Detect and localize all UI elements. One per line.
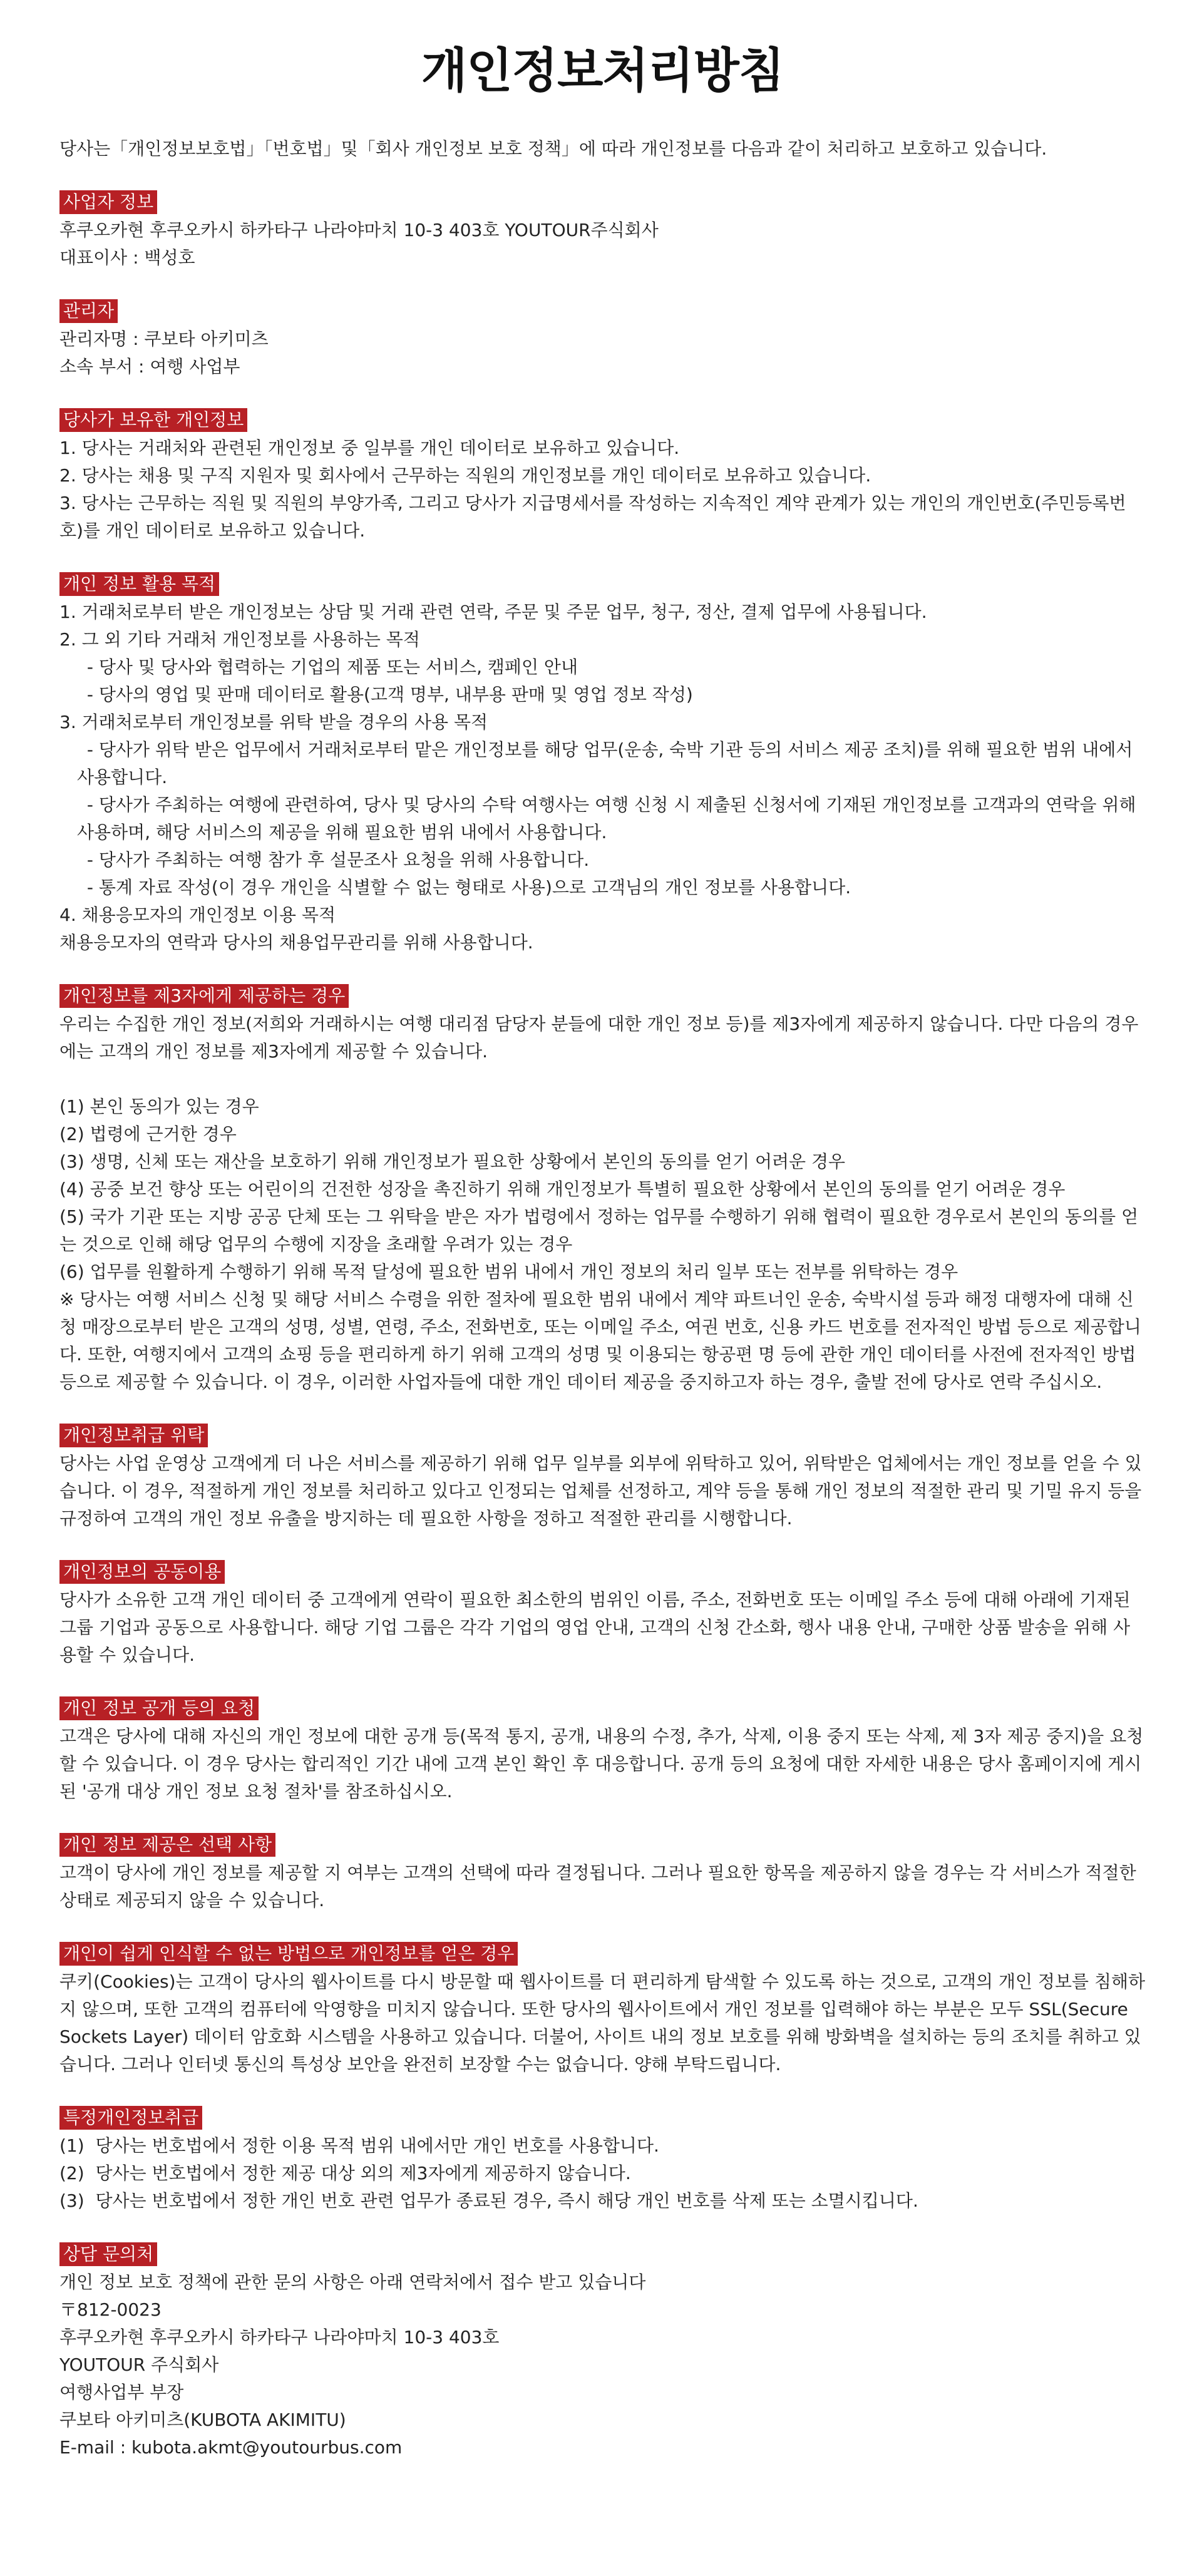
section-line: 쿠키(Cookies)는 고객이 당사의 웹사이트를 다시 방문할 때 웹사이트를 더 편리하게 탐색할 수 있도록 하는 것으로, 고객의 개인 정보를 침해하지 않으며, 또한 고객의 컴퓨터에 악영향을 미치지 않습니다. 또한 당사의 웹사이트에서 개인 정보를 입력해야 하는 부분은 모두 SSL(Secure Sockets Layer) 데이터 암호화 시스템을 사용하고 있습니다. 더불어, 사이트 내의 정보 보호를 위해 방화벽을 설치하는 등의 조치를 취하고 있습니다. 그러나 인터넷 통신의 특성상 보안을 완전히 보장할 수는 없습니다. 양해 부탁드립니다. <box>59 1971 1146 2075</box>
section-line: ※ 당사는 여행 서비스 신청 및 해당 서비스 수령을 위한 절차에 필요한 범위 내에서 계약 파트너인 운송, 숙박시설 등과 해정 대행자에 대해 신청 매장으로부터 받은 고객의 성명, 성별, 연령, 주소, 전화번호, 또는 이메일 주소, 여권 번호, 신용 카드 번호를 전자적인 방법 등으로 제공합니다. 또한, 여행지에서 고객의 쇼핑 등을 편리하게 하기 위해 고객의 성명 및 이용되는 항공편 명 등에 관한 개인 데이터를 사전에 전자적인 방법 등으로 제공할 수 있습니다. 이 경우, 이러한 사업자들에 대한 개인 데이터 제공을 중지하고자 하는 경우, 출발 전에 당사로 연락 주십시오. <box>59 1289 1142 1392</box>
section-line: 2. 당사는 채용 및 구직 지원자 및 회사에서 근무하는 직원의 개인정보를 개인 데이터로 보유하고 있습니다. <box>59 465 871 486</box>
section-heading: 개인 정보 공개 등의 요청 <box>59 1696 259 1720</box>
policy-sections <box>59 190 1146 2461</box>
section-line: (2) 당사는 번호법에서 정한 제공 대상 외의 제3자에게 제공하지 않습니다. <box>59 2163 631 2183</box>
section-line: (3) 생명, 신체 또는 재산을 보호하기 위해 개인정보가 필요한 상황에서 본인의 동의를 얻기 어려운 경우 <box>59 1151 846 1172</box>
section-line: - 당사가 주최하는 여행에 관련하여, 당사 및 당사의 수탁 여행사는 여행 신청 시 제출된 신청서에 기재된 개인정보를 고객과의 연락을 위해 사용하며, 해당 서비스의 제공을 위해 필요한 범위 내에서 사용합니다. <box>76 794 1142 843</box>
policy-section <box>59 1424 1146 1532</box>
policy-section <box>59 2106 1146 2215</box>
section-heading: 개인이 쉽게 인식할 수 없는 방법으로 개인정보를 얻은 경우 <box>59 1942 518 1966</box>
section-heading: 특정개인정보취급 <box>59 2106 202 2130</box>
section-line: (1) 당사는 번호법에서 정한 이용 목적 범위 내에서만 개인 번호를 사용합니다. <box>59 2135 659 2156</box>
section-line: (2) 법령에 근거한 경우 <box>59 1124 237 1144</box>
section-line: 후쿠오카현 후쿠오카시 하카타구 나라야마치 10-3 403호 <box>59 2327 500 2348</box>
section-line: - 당사가 위탁 받은 업무에서 거래처로부터 맡은 개인정보를 해당 업무(운송, 숙박 기관 등의 서비스 제공 조치)를 위해 필요한 범위 내에서 사용합니다. <box>76 739 1139 788</box>
section-line: E-mail : kubota.akmt@youtourbus.com <box>59 2437 403 2458</box>
section-line: 1. 거래처로부터 받은 개인정보는 상담 및 거래 관련 연락, 주문 및 주문 업무, 청구, 정산, 결제 업무에 사용됩니다. <box>59 602 927 622</box>
section-heading: 사업자 정보 <box>59 190 157 214</box>
section-line: YOUTOUR 주식회사 <box>59 2354 219 2375</box>
intro-text: 당사는「개인정보보호법」「번호법」및「회사 개인정보 보호 정책」에 따라 개인정보를 다음과 같이 처리하고 보호하고 있습니다. <box>59 138 1047 159</box>
section-line: (3) 당사는 번호법에서 정한 개인 번호 관련 업무가 종료된 경우, 즉시 해당 개인 번호를 삭제 또는 소멸시킵니다. <box>59 2190 918 2211</box>
section-line: 여행사업부 부장 <box>59 2382 184 2403</box>
policy-section <box>59 1942 1146 2078</box>
section-heading: 관리자 <box>59 299 118 323</box>
section-line: 고객이 당사에 개인 정보를 제공할 지 여부는 고객의 선택에 따라 결정됩니다. 그러나 필요한 항목을 제공하지 않을 경우는 각 서비스가 적절한 상태로 제공되지 않을 수 있습니다. <box>59 1862 1142 1911</box>
section-heading: 개인 정보 활용 목적 <box>59 572 219 596</box>
section-line: (4) 공중 보건 향상 또는 어린이의 건전한 성장을 촉진하기 위해 개인정보가 특별히 필요한 상황에서 본인의 동의를 얻기 어려운 경우 <box>59 1179 1066 1199</box>
section-line: 〒812-0023 <box>59 2299 162 2320</box>
section-line: - 당사의 영업 및 판매 데이터로 활용(고객 명부, 내부용 판매 및 영업 정보 작성) <box>76 684 693 705</box>
policy-section <box>59 1696 1146 1805</box>
section-line <box>59 1065 1146 1093</box>
section-line: 후쿠오카현 후쿠오카시 하카타구 나라야마치 10-3 403호 YOUTOUR주식회사 <box>59 220 659 240</box>
section-line: 당사는 사업 운영상 고객에게 더 나은 서비스를 제공하기 위해 업무 일부를 외부에 위탁하고 있어, 위탁받은 업체에서는 개인 정보를 얻을 수 있습니다. 이 경우, 적절하게 개인 정보를 처리하고 있다고 인정되는 업체를 선정하고, 계약 등을 통해 개인 정보의 적절한 관리 및 기밀 유지 등을 규정하여 고객의 개인 정보 유출을 방지하는 데 필요한 사항을 정하고 적절한 관리를 시행합니다. <box>59 1453 1148 1529</box>
section-heading: 상담 문의처 <box>59 2242 157 2266</box>
section-line: 고객은 당사에 대해 자신의 개인 정보에 대한 공개 등(목적 통지, 공개, 내용의 수정, 추가, 삭제, 이용 중지 또는 삭제, 제 3자 제공 중지)을 요청할 수 있습니다. 이 경우 당사는 합리적인 기간 내에 고객 본인 확인 후 대응합니다. 공개 등의 요청에 대한 자세한 내용은 당사 홈페이지에 게시된 '공개 대상 개인 정보 요청 절차'를 참조하십시오. <box>59 1726 1144 1802</box>
section-line: (6) 업무를 원활하게 수행하기 위해 목적 달성에 필요한 범위 내에서 개인 정보의 처리 일부 또는 전부를 위탁하는 경우 <box>59 1261 958 1282</box>
section-line: 4. 채용응모자의 개인정보 이용 목적 <box>59 905 336 925</box>
section-heading: 개인정보의 공동이용 <box>59 1560 225 1584</box>
section-line: 1. 당사는 거래처와 관련된 개인정보 중 일부를 개인 데이터로 보유하고 있습니다. <box>59 438 680 458</box>
section-heading: 개인정보를 제3자에게 제공하는 경우 <box>59 984 349 1008</box>
section-line: 2. 그 외 기타 거래처 개인정보를 사용하는 목적 <box>59 629 420 650</box>
policy-section <box>59 299 1146 381</box>
section-line: 3. 당사는 근무하는 직원 및 직원의 부양가족, 그리고 당사가 지급명세서를 작성하는 지속적인 계약 관계가 있는 개인의 개인번호(주민등록번호)를 개인 데이터로 보유하고 있습니다. <box>59 493 1126 541</box>
section-line: 쿠보타 아키미츠(KUBOTA AKIMITU) <box>59 2409 346 2430</box>
section-line: 우리는 수집한 개인 정보(저희와 거래하시는 여행 대리점 담당자 분들에 대한 개인 정보 등)를 제3자에게 제공하지 않습니다. 다만 다음의 경우에는 고객의 개인 정보를 제3자에게 제공할 수 있습니다. <box>59 1013 1139 1062</box>
section-line: 당사가 소유한 고객 개인 데이터 중 고객에게 연락이 필요한 최소한의 범위인 이름, 주소, 전화번호 또는 이메일 주소 등에 대해 아래에 기재된 그룹 기업과 공동으로 사용합니다. 해당 기업 그룹은 각각 기업의 영업 안내, 고객의 신청 간소화, 행사 내용 안내, 구매한 상품 발송을 위해 사용할 수 있습니다. <box>59 1589 1136 1665</box>
policy-section <box>59 1560 1146 1669</box>
policy-section <box>59 190 1146 272</box>
section-heading: 당사가 보유한 개인정보 <box>59 408 247 432</box>
section-heading: 개인정보취급 위탁 <box>59 1424 208 1447</box>
section-line: 대표이사 : 백성호 <box>59 247 195 268</box>
section-line: (5) 국가 기관 또는 지방 공공 단체 또는 그 위탁을 받은 자가 법령에서 정하는 업무를 수행하기 위해 협력이 필요한 경우로서 본인의 동의를 얻는 것으로 인해 해당 업무의 수행에 지장을 초래할 우려가 있는 경우 <box>59 1206 1139 1255</box>
page-title: 개인정보처리방침 <box>421 43 784 98</box>
policy-section <box>59 408 1146 545</box>
section-line: 채용응모자의 연락과 당사의 채용업무관리를 위해 사용합니다. <box>59 932 533 953</box>
section-line: 관리자명 : 쿠보타 아키미츠 <box>59 329 269 349</box>
section-heading: 개인 정보 제공은 선택 사항 <box>59 1833 275 1857</box>
section-line: 소속 부서 : 여행 사업부 <box>59 356 240 377</box>
section-line: 3. 거래처로부터 개인정보를 위탁 받을 경우의 사용 목적 <box>59 712 488 732</box>
policy-section <box>59 572 1146 957</box>
section-line: 개인 정보 보호 정책에 관한 문의 사항은 아래 연락처에서 접수 받고 있습니다 <box>59 2272 646 2292</box>
policy-section <box>59 984 1146 1396</box>
policy-section <box>59 1833 1146 1914</box>
section-line: - 당사가 주최하는 여행 참가 후 설문조사 요청을 위해 사용합니다. <box>76 849 590 870</box>
section-line: (1) 본인 동의가 있는 경우 <box>59 1096 259 1117</box>
section-line: - 당사 및 당사와 협력하는 기업의 제품 또는 서비스, 캠페인 안내 <box>76 657 578 677</box>
section-line: - 통계 자료 작성(이 경우 개인을 식별할 수 없는 형태로 사용)으로 고객님의 개인 정보를 사용합니다. <box>76 877 851 898</box>
policy-section <box>59 2242 1146 2461</box>
